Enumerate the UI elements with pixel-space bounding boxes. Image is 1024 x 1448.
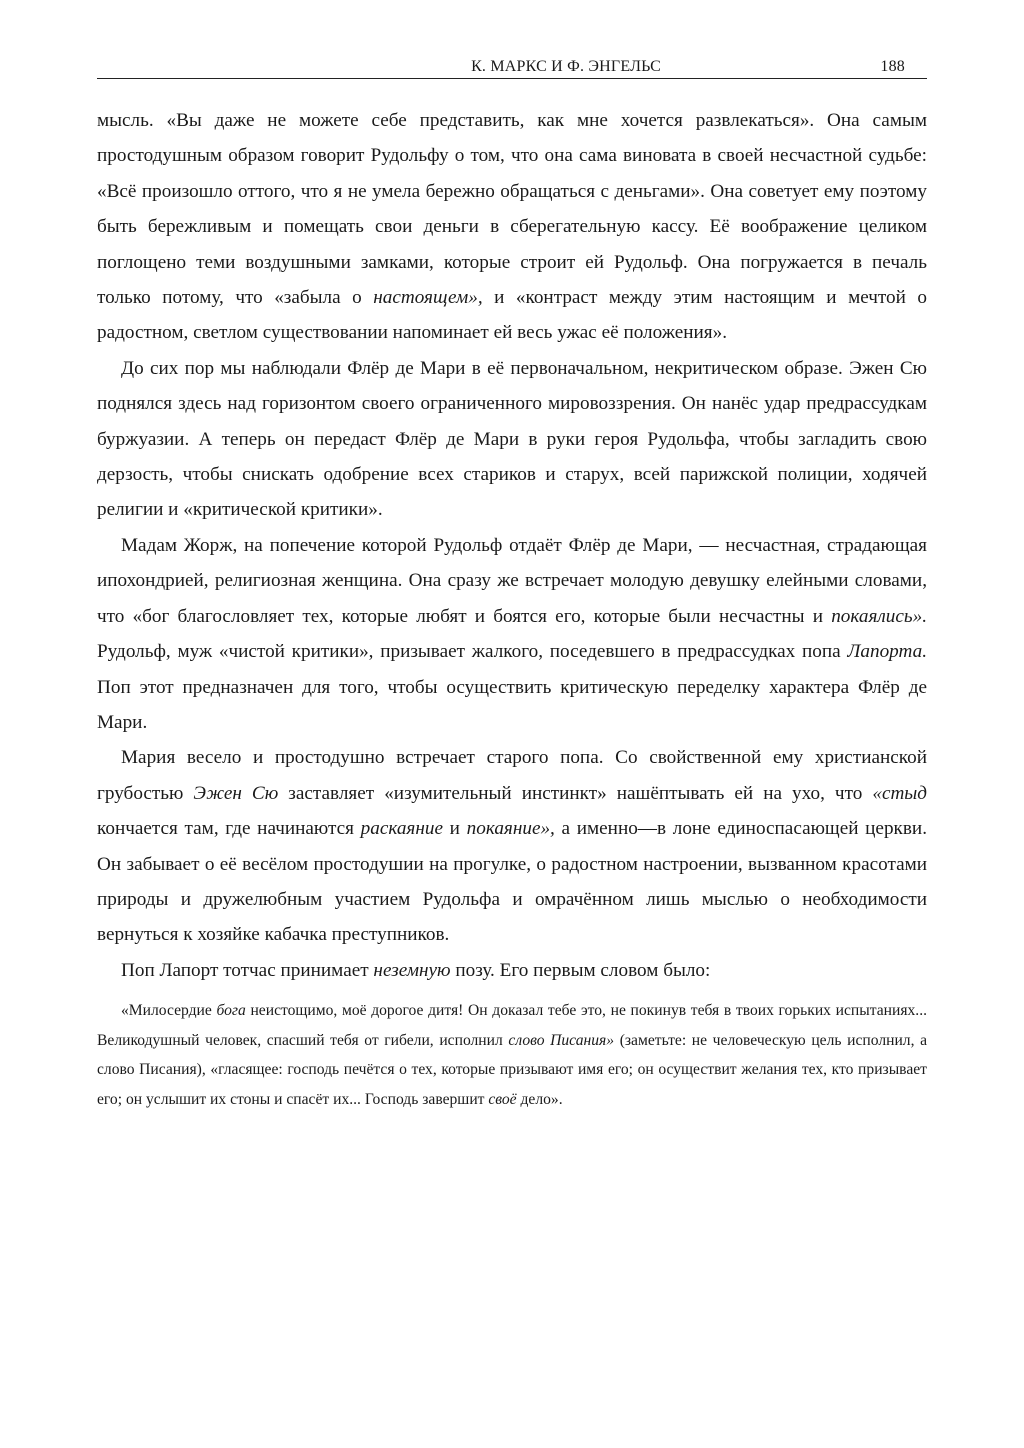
page-number: 188 <box>880 58 905 75</box>
italic-text-run: своё <box>488 1090 517 1108</box>
document-page <box>97 56 927 1115</box>
text-run: кончается там, где начинаются <box>97 818 361 840</box>
text-run: (заметьте: не человеческую цель исполнил, а слово Писания), «гласящее: господь печётся о тех, которые призывают имя его; он осуществит желания тех, кто призывает его; он услышит их стоны и спасёт их... Господь завершит <box>97 1031 928 1108</box>
text-run: а именно—в лоне единоспасающей церкви. Он забывает о её весёлом простодушии на прогулке, о радостном настроении, вызванном красотами природы и дружелюбным участием Рудольфа и омрачённом лишь мыслью о необходимости вернуться к хозяйке кабачка преступников. <box>97 818 927 946</box>
text-run: Поп этот предназначен для того, чтобы осуществить критическую переделку характера Флёр де Мари. <box>97 676 927 733</box>
italic-text-run: Эжен Сю <box>193 782 279 804</box>
paragraph <box>97 953 927 988</box>
paragraph <box>97 103 927 351</box>
italic-text-run: слово Писания» <box>508 1031 615 1049</box>
italic-text-run: настоящем», <box>373 287 483 309</box>
italic-text-run: Лапорта. <box>847 641 927 663</box>
italic-text-run: «стыд <box>872 782 928 804</box>
italic-text-run: бога <box>216 1002 246 1020</box>
text-run: дело». <box>516 1090 563 1108</box>
paragraph <box>97 351 927 528</box>
text-run: Мадам Жорж, на попечение которой Рудольф отдаёт Флёр де Мари, — несчастная, страдающая ипохондрией, религиозная женщина. Она сразу же встречает молодую девушку елейными словами, что «бог благословляет тех, которые любят и боятся его, которые были несчастны и <box>97 534 927 627</box>
text-run: До сих пор мы наблюдали Флёр де Мари в её первоначальном, некритическом образе. Эжен Сю поднялся здесь над горизонтом своего ограниченного мировоззрения. Он нанёс удар предрассудкам буржуазии. А теперь он передаст Флёр де Мари в руки героя Рудольфа, чтобы загладить свою дерзость, чтобы снискать одобрение всех стариков и старух, всей парижской полиции, ходячей религии и «критической критики». <box>97 357 927 521</box>
text-run: позу. Его первым словом было: <box>450 959 711 981</box>
text-run: мысль. «Вы даже не можете себе представить, как мне хочется развлекаться». Она самым простодушным образом говорит Рудольфу о том, что она сама виновата в своей несчастной судьбе: «Всё произошло оттого, что я не умела бережно обращаться с деньгами». Она советует ему поэтому быть бережливым и помещать свои деньги в сберегательную кассу. Её воображение целиком поглощено теми воздушными замками, которые строит ей Рудольф. Она погружается в печаль только потому, что «забыла о <box>97 110 927 309</box>
running-header <box>97 56 927 79</box>
text-run: Мария весело и простодушно встречает старого попа. Со свойственной ему христианской грубостью <box>97 747 927 804</box>
text-run: и <box>442 818 467 840</box>
text-run: «Милосердие <box>121 1002 217 1020</box>
body-text <box>97 103 927 988</box>
paragraph <box>97 528 927 740</box>
italic-text-run: покаялись». <box>831 605 927 627</box>
text-run: заставляет «изумительный инстинкт» нашёптывать ей на ухо, что <box>278 782 873 804</box>
header-title: К. МАРКС И Ф. ЭНГЕЛЬС <box>471 58 661 75</box>
paragraph <box>97 740 927 952</box>
italic-text-run: неземную <box>373 959 451 981</box>
text-run: Рудольф, муж «чистой критики», призывает жалкого, поседевшего в предрассудках попа <box>97 641 848 663</box>
text-run: неистощимо, моё дорогое дитя! Он доказал тебе это, не покинув тебя в твоих горьких испытаниях... Великодушный человек, спасший тебя от гибели, исполнил <box>97 1002 928 1049</box>
italic-text-run: раскаяние <box>360 818 443 840</box>
block-quote <box>97 996 927 1114</box>
text-run: и «контраст между этим настоящим и мечтой о радостном, светлом существовании напоминает ей весь ужас её положения». <box>97 287 927 344</box>
text-run: Поп Лапорт тотчас принимает <box>121 959 374 981</box>
italic-text-run: покаяние», <box>466 818 555 840</box>
